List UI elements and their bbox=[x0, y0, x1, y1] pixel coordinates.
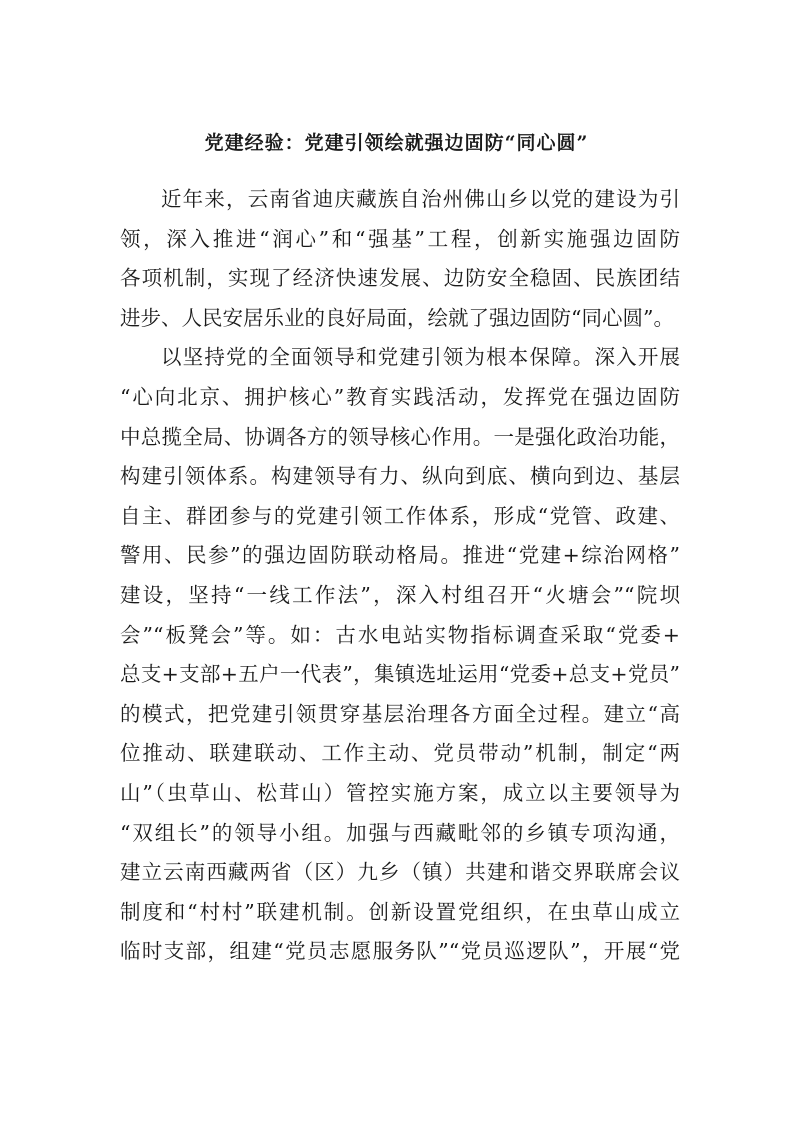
paragraph-2-line-2: “心向北京、拥护核心”教育实践活动，发挥党在强边固防 bbox=[120, 384, 680, 409]
paragraph-2-line-9: 总支+支部+五户一代表”，集镇选址运用“党委+总支+党员” bbox=[120, 662, 680, 687]
paragraph-2-line-15: 制度和“村村”联建机制。创新设置党组织，在虫草山成立 bbox=[120, 899, 680, 924]
paragraph-2-line-13: “双组长”的领导小组。加强与西藏毗邻的乡镇专项沟通， bbox=[120, 820, 680, 845]
paragraph-1-line-4: 进步、人民安居乐业的良好局面，绘就了强边固防“同心圆”。 bbox=[120, 305, 674, 330]
paragraph-1-line-1: 近年来，云南省迪庆藏族自治州佛山乡以党的建设为引 bbox=[161, 187, 680, 211]
paragraph-2-line-16: 临时支部，组建“党员志愿服务队”“党员巡逻队”，开展“党 bbox=[120, 939, 680, 964]
paragraph-2-line-3: 中总揽全局、协调各方的领导核心作用。一是强化政治功能， bbox=[120, 424, 680, 449]
paragraph-2-line-4: 构建引领体系。构建领导有力、纵向到底、横向到边、基层 bbox=[120, 464, 680, 489]
paragraph-1-line-2: 领，深入推进“润心”和“强基”工程，创新实施强边固防 bbox=[120, 226, 680, 251]
paragraph-2-line-6: 警用、民参”的强边固防联动格局。推进“党建+综治网格” bbox=[120, 543, 680, 568]
paragraph-2-line-5: 自主、群团参与的党建引领工作体系，形成“党管、政建、 bbox=[120, 503, 680, 528]
paragraph-2-line-1: 以坚持党的全面领导和党建引领为根本保障。深入开展 bbox=[161, 345, 680, 370]
paragraph-1-line-3: 各项机制，实现了经济快速发展、边防安全稳固、民族团结 bbox=[120, 266, 680, 291]
paragraph-2-line-12: 山”（虫草山、松茸山）管控实施方案，成立以主要领导为 bbox=[120, 780, 680, 805]
paragraph-2-line-14: 建立云南西藏两省（区）九乡（镇）共建和谐交界联席会议 bbox=[120, 860, 680, 885]
paragraph-2-line-11: 位推动、联建联动、工作主动、党员带动”机制，制定“两 bbox=[120, 741, 680, 766]
paragraph-2-line-7: 建设，坚持“一线工作法”，深入村组召开“火塘会”“院坝 bbox=[120, 582, 680, 607]
paragraph-2-line-10: 的模式，把党建引领贯穿基层治理各方面全过程。建立“高 bbox=[120, 701, 680, 726]
paragraph-2-line-8: 会”“板凳会”等。如：古水电站实物指标调查采取“党委+ bbox=[120, 622, 680, 647]
document-body bbox=[120, 180, 680, 972]
document-title: 党建经验：党建引领绘就强边固防“同心圆” bbox=[204, 132, 589, 154]
